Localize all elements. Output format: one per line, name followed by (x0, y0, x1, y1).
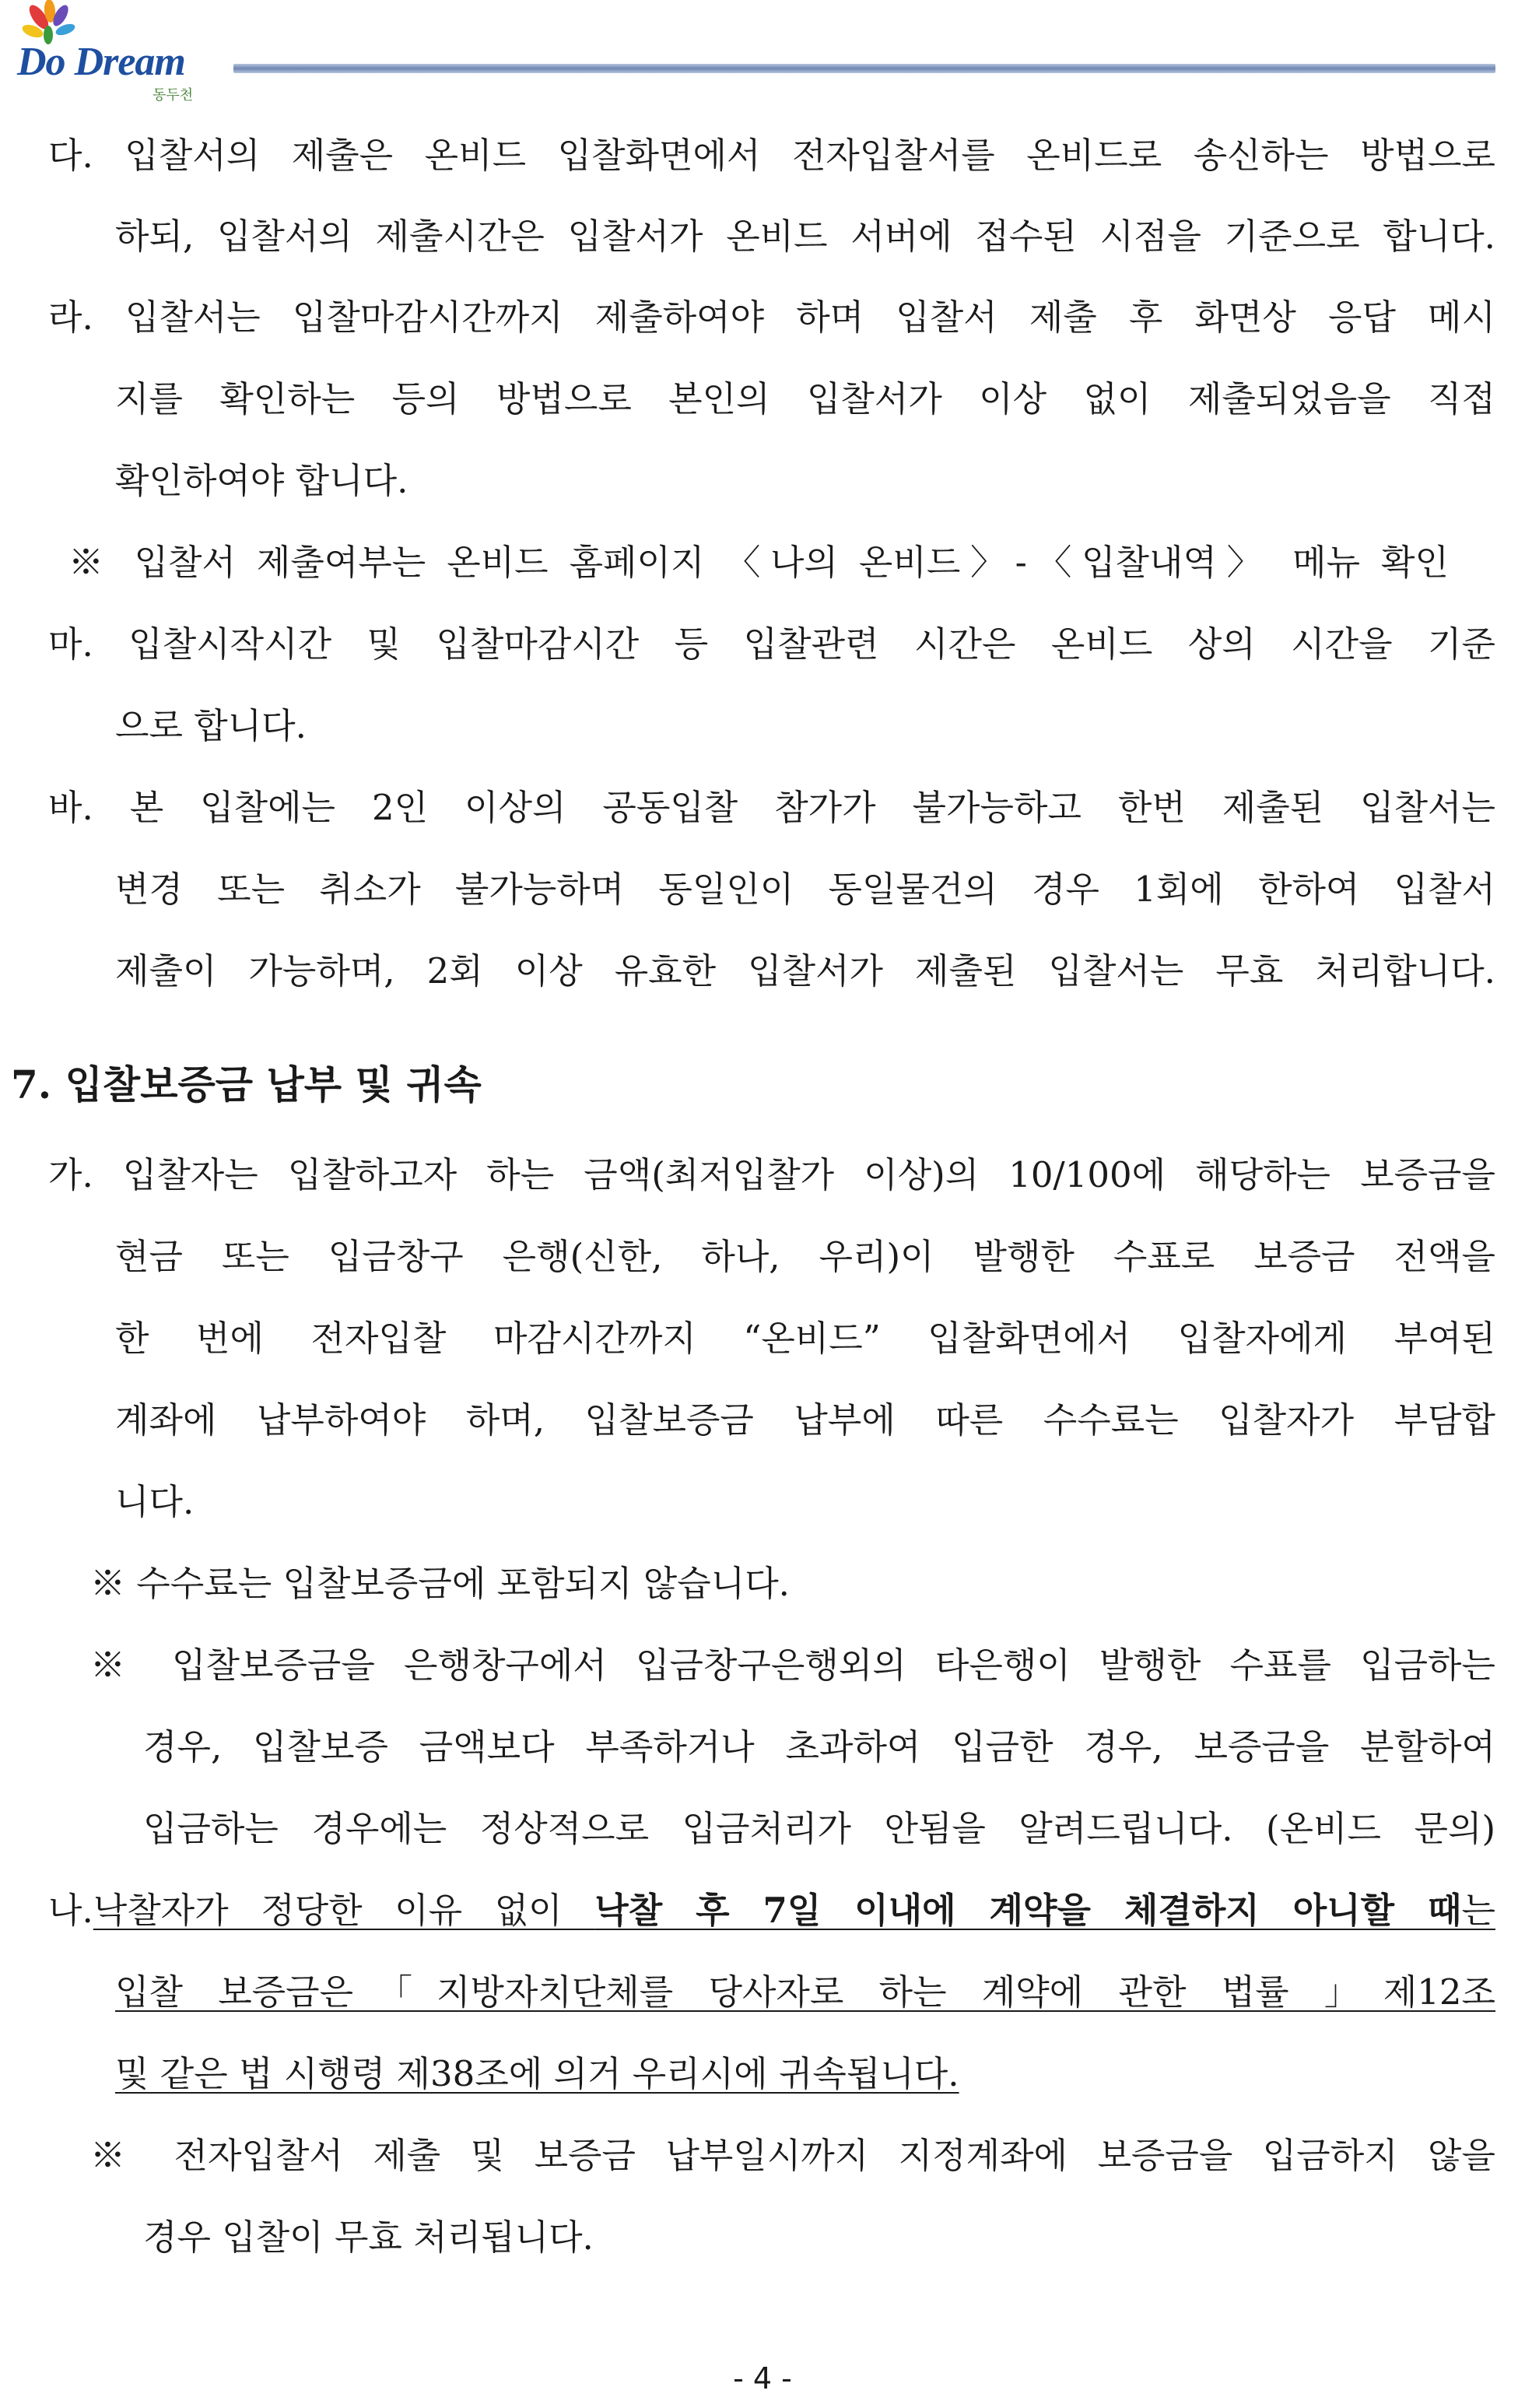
page-number: - 4 - (733, 2361, 792, 2396)
paragraph-line: 다. 입찰서의 제출은 온비드 입찰화면에서 전자입찰서를 온비드로 송신하는 방법으로 (48, 135, 1495, 176)
na-paragraph-line3: 및 같은 법 시행령 제38조에 의거 우리시에 귀속됩니다. (115, 2053, 959, 2094)
na-paragraph-line1 (48, 1887, 1495, 1934)
logo-do-text: Do (17, 40, 65, 84)
na-underlined-text (93, 1887, 1495, 1934)
na-paragraph-line2: 입찰 보증금은「지방자치단체를 당사자로 하는 계약에 관한 법률 」제12조 (115, 1971, 1495, 2013)
na-text-part1: 낙찰자가 정당한 이유 없이 (93, 1890, 595, 1931)
paragraph-line: 마. 입찰시작시간 및 입찰마감시간 등 입찰관련 시간은 온비드 상의 시간을 기준 (48, 623, 1495, 665)
paragraph-line: 니다. (115, 1481, 195, 1522)
paragraph-line: 확인하여야 합니다. (115, 460, 408, 501)
paragraph-line: 하되, 입찰서의 제출시간은 입찰서가 온비드 서버에 접수된 시점을 기준으로 합니다. (115, 216, 1495, 257)
section-title: 7. 입찰보증금 납부 및 귀속 (11, 1062, 482, 1107)
note-line: ※ 수수료는 입찰보증금에 포함되지 않습니다. (90, 1563, 790, 1604)
header-rule (233, 64, 1495, 73)
paragraph-line: 현금 또는 입금창구 은행(신한, 하나, 우리)이 발행한 수표로 보증금 전액을 (115, 1236, 1495, 1277)
dodream-logo (6, 0, 232, 107)
logo-wordmark (17, 39, 185, 85)
note-line: ※ 입찰서 제출여부는 온비드 홈페이지 〈나의 온비드〉-〈입찰내역〉 메뉴 확인 (68, 542, 1449, 583)
note-line: 경우, 입찰보증 금액보다 부족하거나 초과하여 입금한 경우, 보증금을 분할하여 (143, 1726, 1495, 1767)
na-prefix: 나. (48, 1890, 93, 1931)
paragraph-line: 으로 합니다. (115, 705, 307, 746)
note-line: 경우 입찰이 무효 처리됩니다. (143, 2217, 594, 2258)
paragraph-line: 한 번에 전자입찰 마감시간까지 “온비드” 입찰화면에서 입찰자에게 부여된 (115, 1318, 1495, 1359)
na-text-part2: 는 (1461, 1890, 1495, 1931)
page-header (0, 0, 1525, 109)
note-line: ※ 입찰보증금을 은행창구에서 입금창구은행외의 타은행이 발행한 수표를 입금하는 (90, 1645, 1495, 1686)
logo-subtitle: 동두천 (152, 87, 194, 104)
paragraph-line: 가. 입찰자는 입찰하고자 하는 금액(최저입찰가 이상)의 10/100에 해당하는 보증금을 (48, 1154, 1495, 1195)
logo-dream-text: Dream (74, 40, 185, 84)
note-line: 입금하는 경우에는 정상적으로 입금처리가 안됨을 알려드립니다. (온비드 문의) (143, 1808, 1495, 1849)
paragraph-line: 변경 또는 취소가 불가능하며 동일인이 동일물건의 경우 1회에 한하여 입찰서 (115, 869, 1495, 910)
paragraph-line: 지를 확인하는 등의 방법으로 본인의 입찰서가 이상 없이 제출되었음을 직접 (115, 378, 1495, 419)
na-bold-text: 낙찰 후 7일 이내에 계약을 체결하지 아니할 때 (594, 1890, 1462, 1931)
paragraph-line: 계좌에 납부하여야 하며, 입찰보증금 납부에 따른 수수료는 입찰자가 부담합 (115, 1399, 1495, 1441)
note-line: ※ 전자입찰서 제출 및 보증금 납부일시까지 지정계좌에 보증금을 입금하지 않을 (90, 2135, 1495, 2176)
paragraph-line: 제출이 가능하며, 2회 이상 유효한 입찰서가 제출된 입찰서는 무효 처리합니다. (115, 950, 1495, 992)
paragraph-line: 바. 본 입찰에는 2인 이상의 공동입찰 참가가 불가능하고 한번 제출된 입찰서는 (48, 787, 1495, 828)
paragraph-line: 라. 입찰서는 입찰마감시간까지 제출하여야 하며 입찰서 제출 후 화면상 응답 메시 (48, 297, 1495, 338)
